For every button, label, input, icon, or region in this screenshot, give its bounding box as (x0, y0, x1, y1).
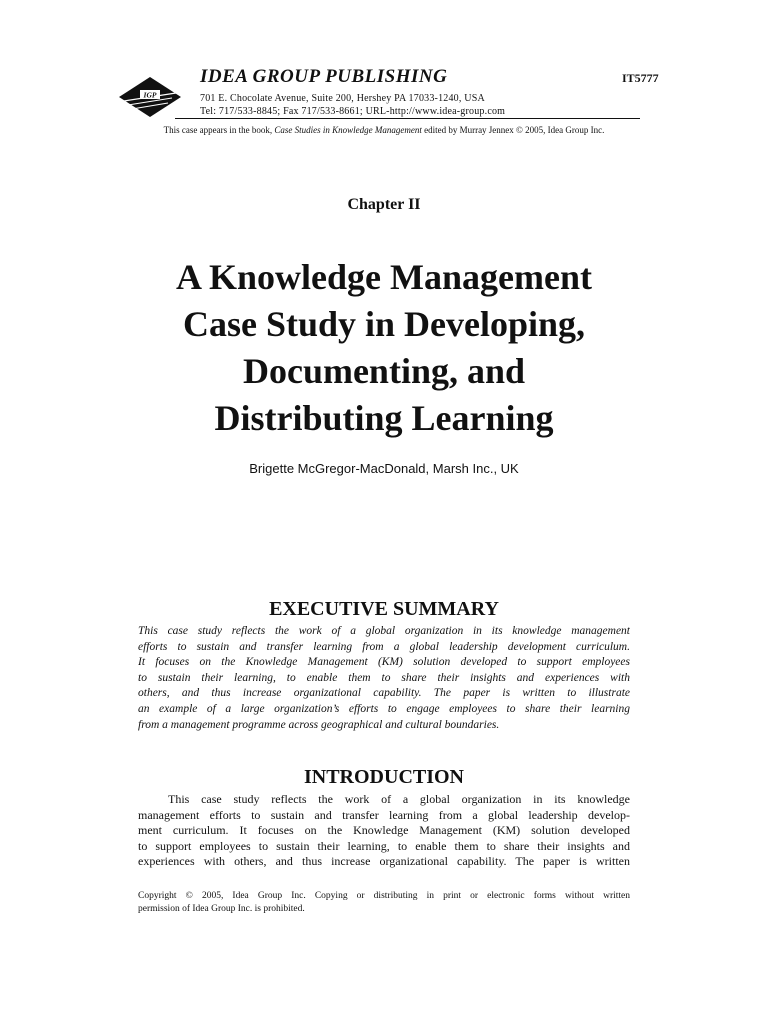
summary-line: from a management programme across geographical and cultural boundaries. (138, 718, 500, 731)
intro-line: This case study reflects the work of a global organization in its knowledge (168, 792, 630, 806)
publisher-name: IDEA GROUP PUBLISHING (200, 66, 448, 87)
introduction-heading: INTRODUCTION (303, 766, 465, 788)
summary-line: an example of a large organization’s efforts to engage employees to share their learning (138, 702, 630, 715)
summary-line: efforts to sustain and transfer learning from a global leadership development curriculum. (138, 640, 630, 653)
summary-line: This case study reflects the work of a global organization in its knowledge management (138, 625, 630, 637)
summary-line: to sustain their learning, to enable them to share their insights and experiences with (138, 671, 630, 684)
executive-summary-text (138, 624, 630, 733)
igp-logo-icon (118, 76, 182, 118)
book-note-suffix: edited by Murray Jennex © 2005, Idea Group Inc. (424, 125, 605, 135)
chapter-label: Chapter II (347, 196, 421, 213)
book-note-prefix: This case appears in the book, (163, 125, 273, 135)
copyright-line: permission of Idea Group Inc. is prohibited. (138, 904, 305, 914)
executive-summary-heading: EXECUTIVE SUMMARY (269, 598, 499, 620)
book-note (0, 125, 768, 135)
header-rule (175, 118, 640, 119)
title-line: Case Study in Developing, (182, 304, 586, 344)
author-line: Brigette McGregor-MacDonald, Marsh Inc., UK (249, 461, 519, 476)
publisher-contact: Tel: 717/533-8845; Fax 717/533-8661; URL-http://www.idea-group.com (200, 106, 506, 117)
intro-line: experiences with others, and thus increase organizational capability. The paper is written (138, 854, 630, 869)
intro-line: management efforts to sustain and transfer learning from a global leadership develop- (138, 807, 630, 822)
intro-line: ment curriculum. It focuses on the Knowledge Management (KM) solution developed (138, 823, 630, 838)
intro-line: to support employees to sustain their learning, to enable them to share their insights and (138, 838, 630, 853)
title-line: Documenting, and (242, 351, 526, 391)
title-line: Distributing Learning (214, 398, 554, 438)
introduction-text (138, 792, 630, 870)
logo-text: IGP (143, 90, 157, 100)
copyright-notice (138, 890, 630, 916)
copyright-line: Copyright © 2005, Idea Group Inc. Copying or distributing in print or electronic forms without written (138, 891, 630, 901)
book-title: Case Studies in Knowledge Management (274, 125, 422, 135)
document-code: IT5777 (622, 71, 659, 85)
title-line: A Knowledge Management (176, 257, 592, 297)
publisher-address: 701 E. Chocolate Avenue, Suite 200, Hershey PA 17033-1240, USA (200, 93, 485, 104)
summary-line: others, and thus increase organizational capability. The paper is written to illustrate (138, 687, 630, 700)
summary-line: It focuses on the Knowledge Management (KM) solution developed to support employees (138, 656, 630, 669)
chapter-title (100, 254, 668, 442)
